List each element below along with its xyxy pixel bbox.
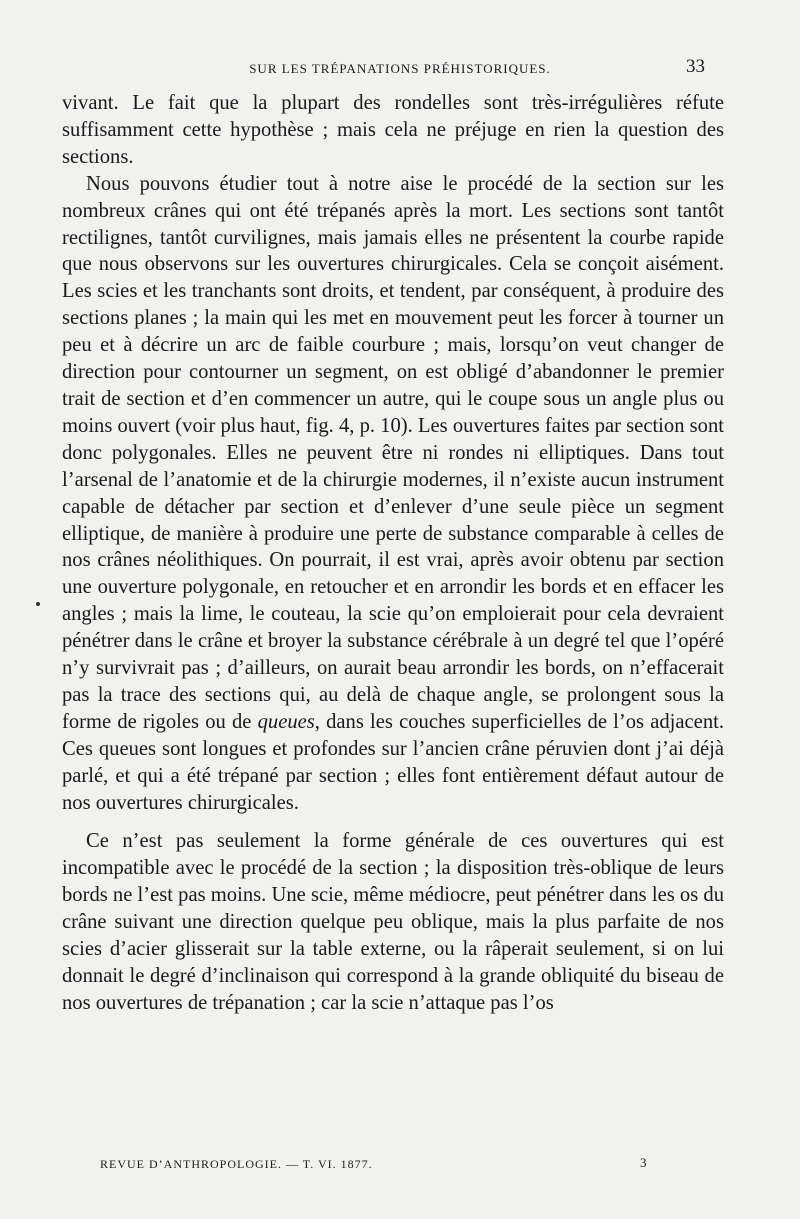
- paragraph-3: [62, 828, 724, 1016]
- stray-ink-dot: [36, 602, 40, 606]
- paragraph-2: [62, 171, 724, 817]
- italic-word-queues: queues: [257, 710, 315, 733]
- paragraph-2-text-a: Nous pouvons étudier tout à notre aise le procédé de la section sur les nombreux crânes qui ont été trépanés après la mort. Les sections sont tantôt rectilignes, tantôt curvilignes, mais jamais elles ne présentent la courbe rapide que nous observons sur les ouvertures chirurgicales. Cela se conçoit aisément. Les scies et les tranchants sont droits, et tendent, par conséquent, à produire des sections planes ; la main qui les met en mouvement peut les forcer à tourner un peu et à décrire un arc de faible courbure ; mais, lorsqu’on veut changer de direction pour contourner un segment, on est obligé d’abandonner le premier trait de section et d’en commencer un autre, qui le coupe sous un angle plus ou moins ouvert (voir plus haut, fig. 4, p. 10). Les ouvertures faites par section sont donc polygonales. Elles ne peuvent être ni rondes ni elliptiques. Dans tout l’arsenal de l’anatomie et de la chirurgie modernes, il n’existe aucun instrument capable de détacher par section et d’enlever d’une seule pièce un segment elliptique, de manière à produire une perte de substance comparable à celles de nos crânes néolithiques. On pourrait, il est vrai, après avoir obtenu par section une ouverture polygonale, en retoucher et en arrondir les bords et en effacer les angles ; mais la lime, le couteau, la scie qu’on emploierait pour cela devraient pénétrer dans le crâne et broyer la substance cérébrale à un degré tel que l’opéré n’y survivrait pas ; d’ailleurs, on aurait beau arrondir les bords, on n’effacerait pas la trace des sections qui, au delà de chaque angle, se prolongent sous la forme de rigoles ou de: [62, 172, 724, 733]
- paragraph-1: [62, 90, 724, 171]
- footer-signature-mark: 3: [640, 1155, 647, 1170]
- paragraph-1-text: vivant. Le fait que la plupart des rondelles sont très-irrégulières réfute suffisamment cette hypothèse ; mais cela ne préjuge en rien la question des sections.: [62, 92, 724, 168]
- paragraph-3-text: Ce n’est pas seulement la forme générale de ces ouvertures qui est incompatible avec le procédé de la section ; la disposition très-oblique de leurs bords ne l’est pas moins. Une scie, même médiocre, peut pénétrer dans les os du crâne suivant une direction quelque peu oblique, mais la plus parfaite de nos scies d’acier glisserait sur la table externe, ou la râperait seulement, si on lui donnait le degré d’inclinaison qui correspond à la grande obliquité du biseau de nos ouvertures de trépanation ; car la scie n’attaque pas l’os: [62, 830, 724, 1014]
- running-title: SUR LES TRÉPANATIONS PRÉHISTORIQUES.: [249, 61, 551, 76]
- page-number: 33: [686, 56, 705, 77]
- footer-journal: REVUE D’ANTHROPOLOGIE. — T. VI. 1877.: [100, 1157, 373, 1171]
- paragraph-2-text-b: , dans les couches superficielles de l’os adjacent. Ces queues sont longues et profondes sur l’ancien crâne péruvien dont j’ai déjà parlé, et qui a été trépané par section ; elles font entièrement défaut autour de nos ouvertures chirurgicales.: [62, 710, 724, 814]
- body-text: [62, 90, 724, 1017]
